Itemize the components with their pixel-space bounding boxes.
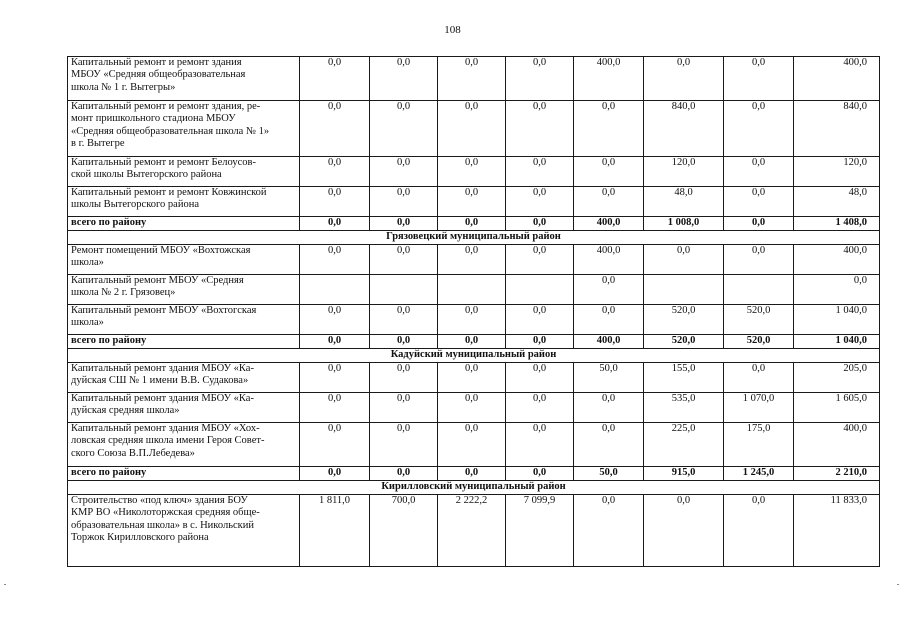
value-cell: 225,0	[644, 423, 724, 467]
value-cell: 11 833,0	[794, 495, 880, 567]
value-cell: 520,0	[724, 335, 794, 349]
value-cell: 400,0	[794, 423, 880, 467]
value-cell: 1 605,0	[794, 393, 880, 423]
value-cell: 0,0	[300, 245, 370, 275]
value-cell: 0,0	[506, 423, 574, 467]
total-label: всего по району	[68, 335, 300, 349]
section-header-row	[68, 481, 880, 495]
value-cell	[370, 275, 438, 305]
project-name: Капитальный ремонт здания МБОУ «Ка- дуйская СШ № 1 имени В.В. Судакова»	[68, 363, 300, 393]
value-cell: 0,0	[506, 245, 574, 275]
value-cell: 0,0	[574, 157, 644, 187]
value-cell: 0,0	[300, 363, 370, 393]
value-cell: 0,0	[370, 187, 438, 217]
value-cell: 400,0	[574, 217, 644, 231]
value-cell: 520,0	[724, 305, 794, 335]
value-cell: 0,0	[438, 157, 506, 187]
value-cell: 2 222,2	[438, 495, 506, 567]
value-cell	[300, 275, 370, 305]
project-name: Капитальный ремонт и ремонт здания МБОУ «Средняя общеобразовательная школа № 1 г. Вытегры»	[68, 57, 300, 101]
value-cell	[438, 275, 506, 305]
value-cell: 0,0	[574, 495, 644, 567]
value-cell: 0,0	[438, 467, 506, 481]
value-cell: 535,0	[644, 393, 724, 423]
total-row	[68, 467, 880, 481]
project-name: Капитальный ремонт и ремонт здания, ре- монт пришкольного стадиона МБОУ «Средняя общеобразовательная школа № 1» в г. Вытегре	[68, 101, 300, 157]
project-name: Капитальный ремонт здания МБОУ «Хох- ловская средняя школа имени Героя Совет- ского Союза В.П.Лебедева»	[68, 423, 300, 467]
project-name: Ремонт помещений МБОУ «Вохтожская школа»	[68, 245, 300, 275]
value-cell: 0,0	[438, 187, 506, 217]
table-row	[68, 423, 880, 467]
value-cell: 0,0	[438, 305, 506, 335]
value-cell: 0,0	[724, 495, 794, 567]
value-cell: 0,0	[300, 217, 370, 231]
value-cell	[724, 275, 794, 305]
table-row	[68, 495, 880, 567]
value-cell: 0,0	[574, 393, 644, 423]
value-cell: 0,0	[574, 275, 644, 305]
value-cell: 0,0	[724, 363, 794, 393]
value-cell: 0,0	[724, 217, 794, 231]
value-cell: 120,0	[794, 157, 880, 187]
value-cell: 0,0	[506, 363, 574, 393]
value-cell: 0,0	[574, 101, 644, 157]
value-cell: 205,0	[794, 363, 880, 393]
value-cell: 0,0	[644, 57, 724, 101]
value-cell: 1 245,0	[724, 467, 794, 481]
section-header-row	[68, 231, 880, 245]
value-cell: 0,0	[506, 393, 574, 423]
value-cell: 840,0	[794, 101, 880, 157]
value-cell: 120,0	[644, 157, 724, 187]
value-cell: 48,0	[644, 187, 724, 217]
value-cell: 0,0	[574, 305, 644, 335]
value-cell: 0,0	[300, 157, 370, 187]
value-cell: 0,0	[438, 335, 506, 349]
table-row	[68, 363, 880, 393]
value-cell: 0,0	[724, 187, 794, 217]
value-cell: 0,0	[794, 275, 880, 305]
value-cell: 0,0	[438, 101, 506, 157]
value-cell: 1 408,0	[794, 217, 880, 231]
table-row	[68, 157, 880, 187]
table-row	[68, 187, 880, 217]
value-cell: 0,0	[370, 363, 438, 393]
value-cell: 0,0	[370, 305, 438, 335]
value-cell: 0,0	[644, 245, 724, 275]
value-cell: 50,0	[574, 467, 644, 481]
value-cell: 400,0	[794, 57, 880, 101]
project-name: Капитальный ремонт и ремонт Ковжинской школы Вытегорского района	[68, 187, 300, 217]
value-cell: 0,0	[370, 423, 438, 467]
value-cell	[644, 275, 724, 305]
value-cell: 1 040,0	[794, 335, 880, 349]
district-name: Кирилловский муниципальный район	[68, 481, 880, 495]
value-cell: 0,0	[506, 157, 574, 187]
value-cell: 0,0	[370, 157, 438, 187]
value-cell: 48,0	[794, 187, 880, 217]
project-name: Капитальный ремонт и ремонт Белоусов- ской школы Вытегорского района	[68, 157, 300, 187]
value-cell: 0,0	[506, 57, 574, 101]
value-cell: 1 070,0	[724, 393, 794, 423]
value-cell: 0,0	[300, 423, 370, 467]
table-row	[68, 245, 880, 275]
value-cell: 0,0	[724, 157, 794, 187]
value-cell: 1 008,0	[644, 217, 724, 231]
value-cell: 0,0	[300, 335, 370, 349]
total-row	[68, 335, 880, 349]
value-cell: 520,0	[644, 335, 724, 349]
project-name: Капитальный ремонт МБОУ «Вохтогская школа»	[68, 305, 300, 335]
budget-table	[67, 56, 880, 567]
value-cell: 0,0	[438, 363, 506, 393]
table-row	[68, 275, 880, 305]
district-name: Грязовецкий муниципальный район	[68, 231, 880, 245]
value-cell: 0,0	[506, 305, 574, 335]
value-cell: 0,0	[300, 101, 370, 157]
value-cell: 0,0	[506, 101, 574, 157]
table-body	[68, 57, 880, 567]
table-row	[68, 57, 880, 101]
value-cell: 0,0	[300, 467, 370, 481]
value-cell: 840,0	[644, 101, 724, 157]
value-cell: 0,0	[724, 57, 794, 101]
value-cell: 0,0	[574, 187, 644, 217]
value-cell: 400,0	[574, 335, 644, 349]
value-cell: 0,0	[644, 495, 724, 567]
value-cell: 7 099,9	[506, 495, 574, 567]
total-label: всего по району	[68, 467, 300, 481]
value-cell: 0,0	[370, 101, 438, 157]
table-row	[68, 305, 880, 335]
value-cell: 1 040,0	[794, 305, 880, 335]
total-label: всего по району	[68, 217, 300, 231]
value-cell: 400,0	[794, 245, 880, 275]
value-cell: 520,0	[644, 305, 724, 335]
value-cell: 0,0	[506, 467, 574, 481]
value-cell	[506, 275, 574, 305]
value-cell: 175,0	[724, 423, 794, 467]
table-row	[68, 101, 880, 157]
value-cell: 0,0	[370, 57, 438, 101]
scan-mark	[4, 584, 6, 585]
district-name: Кадуйский муниципальный район	[68, 349, 880, 363]
total-row	[68, 217, 880, 231]
scan-mark	[897, 584, 899, 585]
section-header-row	[68, 349, 880, 363]
value-cell: 0,0	[300, 393, 370, 423]
value-cell: 0,0	[300, 187, 370, 217]
value-cell: 0,0	[370, 335, 438, 349]
value-cell: 400,0	[574, 57, 644, 101]
value-cell: 0,0	[724, 245, 794, 275]
page-number: 108	[444, 24, 461, 36]
project-name: Строительство «под ключ» здания БОУ КМР ВО «Николоторжская средняя обще- образовательная школа» в с. Никольский Торжок Кирилловского района	[68, 495, 300, 567]
value-cell: 0,0	[438, 423, 506, 467]
value-cell: 0,0	[300, 305, 370, 335]
project-name: Капитальный ремонт МБОУ «Средняя школа № 2 г. Грязовец»	[68, 275, 300, 305]
value-cell: 0,0	[370, 217, 438, 231]
value-cell: 700,0	[370, 495, 438, 567]
value-cell: 0,0	[438, 393, 506, 423]
value-cell: 0,0	[438, 217, 506, 231]
value-cell: 0,0	[300, 57, 370, 101]
value-cell: 400,0	[574, 245, 644, 275]
value-cell: 0,0	[724, 101, 794, 157]
value-cell: 2 210,0	[794, 467, 880, 481]
value-cell: 1 811,0	[300, 495, 370, 567]
table-row	[68, 393, 880, 423]
value-cell: 0,0	[506, 187, 574, 217]
value-cell: 0,0	[438, 57, 506, 101]
value-cell: 0,0	[438, 245, 506, 275]
value-cell: 0,0	[506, 217, 574, 231]
value-cell: 915,0	[644, 467, 724, 481]
value-cell: 0,0	[370, 245, 438, 275]
value-cell: 0,0	[506, 335, 574, 349]
project-name: Капитальный ремонт здания МБОУ «Ка- дуйская средняя школа»	[68, 393, 300, 423]
value-cell: 0,0	[370, 467, 438, 481]
value-cell: 155,0	[644, 363, 724, 393]
value-cell: 50,0	[574, 363, 644, 393]
value-cell: 0,0	[574, 423, 644, 467]
value-cell: 0,0	[370, 393, 438, 423]
